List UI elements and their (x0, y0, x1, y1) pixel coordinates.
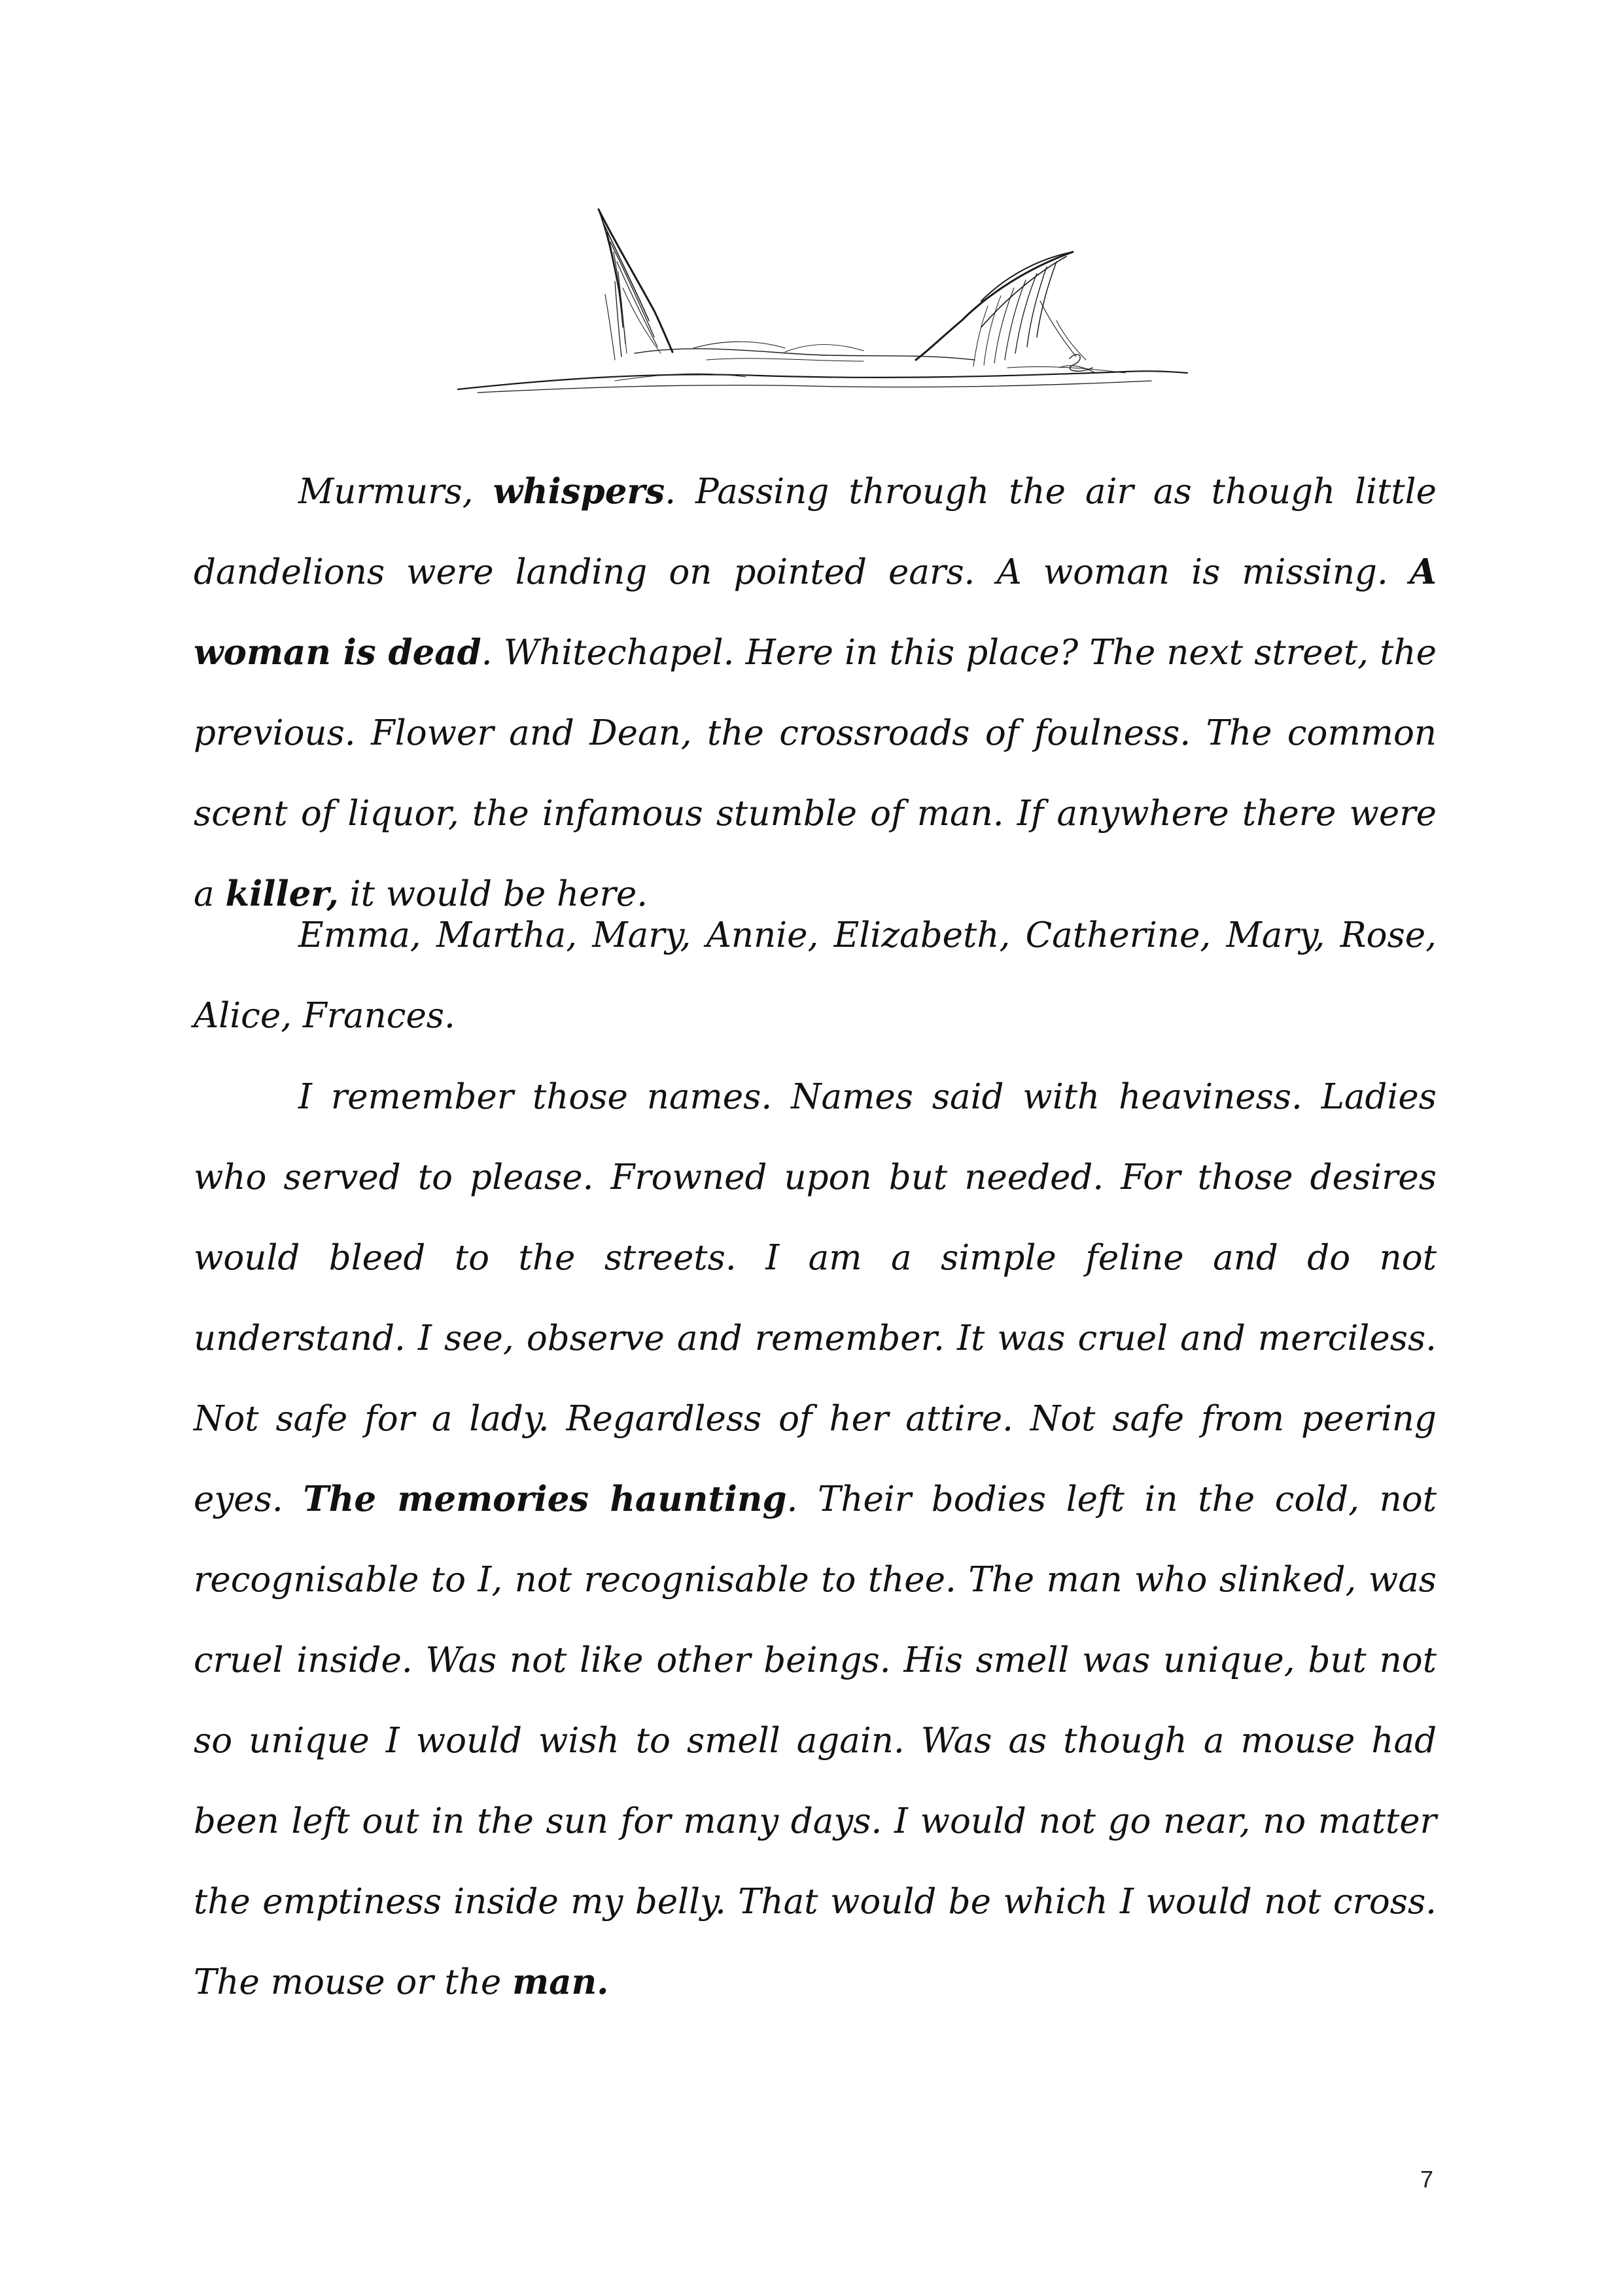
paragraph-2 (194, 895, 1437, 1056)
paragraph-3 (194, 1057, 1437, 2022)
text-segment: . Passing through the air as though little dandelions were landing on pointed ears. A woman is missing. (194, 472, 1437, 592)
text-segment: I remember those names. Names said with heaviness. Ladies who served to please. Frowned upon but needed. For those desires would bleed to the streets. I am a simple feline and do not understand. I see, observe and remember. It was cruel and merciless. Not safe for a lady. Regardless of her attire. Not safe from peering eyes. (194, 1077, 1437, 1519)
page-number: 7 (1420, 2166, 1433, 2193)
emphasis-whispers: whispers (493, 471, 665, 512)
names-list: Emma, Martha, Mary, Annie, Elizabeth, Catherine, Mary, Rose, Alice, Frances. (194, 915, 1437, 1036)
emphasis-memories-haunting: The memories haunting (303, 1479, 787, 1519)
text-segment: it would be here. (338, 874, 648, 914)
cat-ears-sketch-icon (419, 196, 1204, 412)
text-segment: . Whitechapel. Here in this place? The next street, the previous. Flower and Dean, the crossroads of foulness. The common scent of liquor, the infamous stumble of man. If anywhere there were a (194, 633, 1437, 914)
text-segment: . Their bodies left in the cold, not recognisable to I, not recognisable to thee. The man who slinked, was cruel inside. Was not like other beings. His smell was unique, but not so unique I would wish to smell again. Was as though a mouse had been left out in the sun for many days. I would not go near, no matter the emptiness inside my belly. That would be which I would not cross. The mouse or the (194, 1479, 1437, 2002)
text-segment: Murmurs, (298, 472, 493, 512)
emphasis-killer: killer, (225, 874, 339, 914)
emphasis-woman-dead: A woman is dead (194, 552, 1437, 673)
emphasis-man: man. (512, 1962, 609, 2002)
paragraph-1 (194, 451, 1437, 934)
